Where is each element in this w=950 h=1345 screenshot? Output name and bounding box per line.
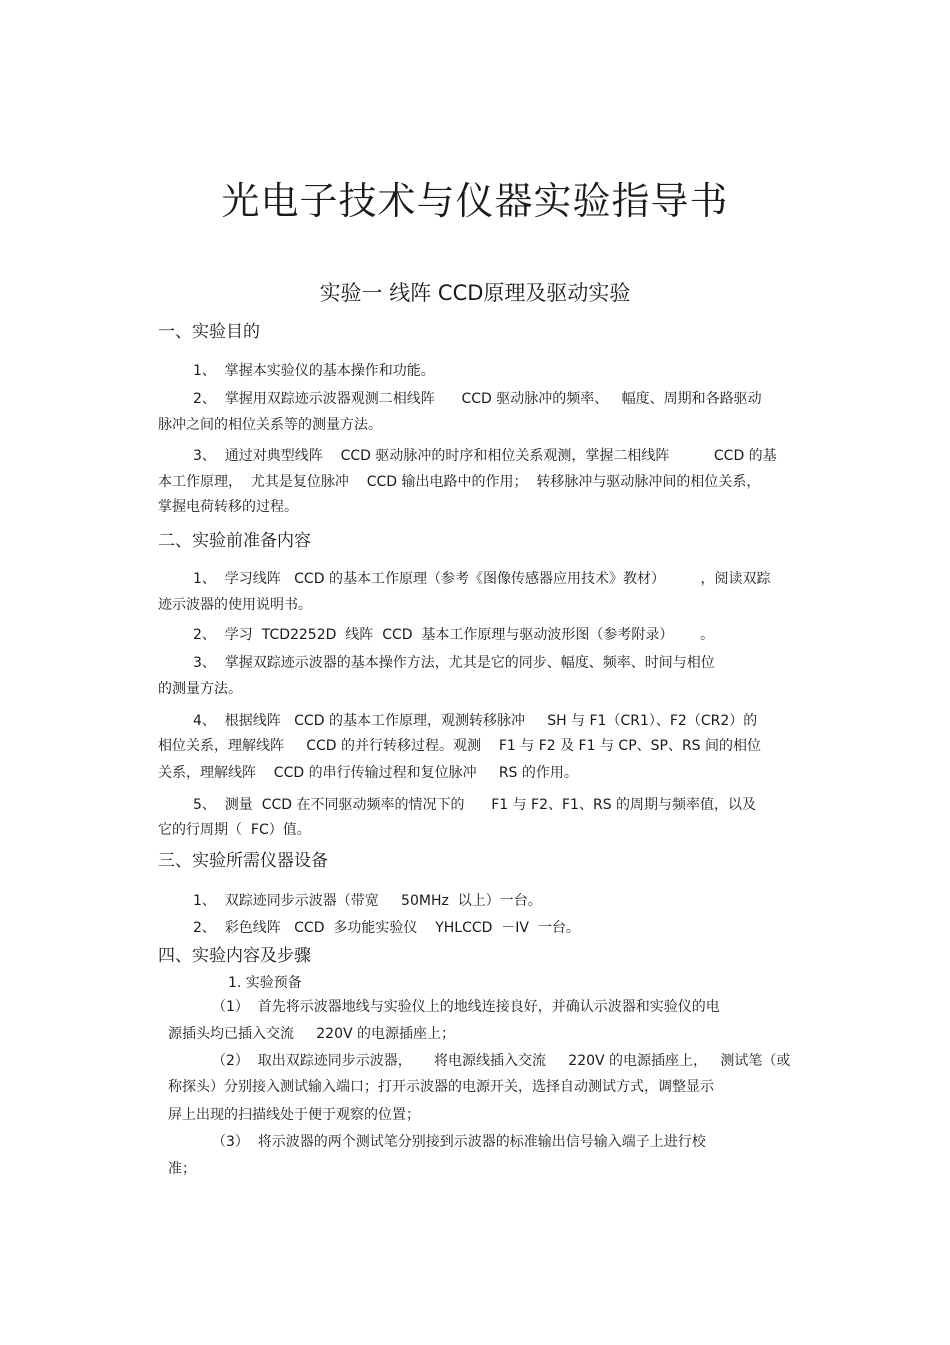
objective-item: 3、 通过对典型线阵 CCD 驱动脉冲的时序和相位关系观测，掌握二相线阵 CCD 的基 (193, 448, 777, 464)
objective-item-continued: 掌握电荷转移的过程。 (158, 499, 298, 515)
procedure-step: （1） 首先将示波器地线与实验仪上的地线连接良好，并确认示波器和实验仪的电 (212, 999, 720, 1015)
objective-item-continued: 本工作原理， 尤其是复位脉冲 CCD 输出电路中的作用； 转移脉冲与驱动脉冲间的相位关系， (158, 474, 761, 490)
preparation-item-continued: 的测量方法。 (158, 681, 242, 697)
preparation-item: 2、 学习 TCD2252D 线阵 CCD 基本工作原理与驱动波形图（参考附录） 。 (193, 627, 715, 643)
procedure-step-continued: 源插头均已插入交流 220V 的电源插座上； (168, 1026, 455, 1042)
objective-item: 1、 掌握本实验仪的基本操作和功能。 (193, 363, 435, 379)
section-heading-equipment: 三、实验所需仪器设备 (158, 851, 328, 871)
document-title: 光电子技术与仪器实验指导书 (221, 179, 729, 223)
preparation-item-continued: 迹示波器的使用说明书。 (158, 597, 312, 613)
procedure-step-continued: 称探头）分别接入测试输入端口；打开示波器的电源开关，选择自动测试方式，调整显示 (168, 1079, 714, 1095)
preparation-item-continued: 关系，理解线阵 CCD 的串行传输过程和复位脉冲 RS 的作用。 (158, 765, 578, 781)
procedure-step: （3） 将示波器的两个测试笔分别接到示波器的标准输出信号输入端子上进行校 (212, 1134, 706, 1150)
section-heading-objectives: 一、实验目的 (158, 322, 260, 342)
objective-item: 2、 掌握用双踪迹示波器观测二相线阵 CCD 驱动脉冲的频率、 幅度、周期和各路驱动 (193, 391, 762, 407)
procedure-step-continued: 屏上出现的扫描线处于便于观察的位置； (168, 1107, 420, 1123)
experiment-title: 实验一 线阵 CCD原理及驱动实验 (319, 281, 631, 305)
section-heading-procedure: 四、实验内容及步骤 (158, 946, 311, 966)
preparation-item: 4、 根据线阵 CCD 的基本工作原理，观测转移脉冲 SH 与 F1（CR1）、F2（CR2）的 (193, 713, 758, 729)
objective-item-continued: 脉冲之间的相位关系等的测量方法。 (158, 417, 382, 433)
preparation-item-continued: 相位关系，理解线阵 CCD 的并行转移过程。观测 F1 与 F2 及 F1 与 CP、SP、RS 间的相位 (158, 738, 762, 754)
equipment-item: 1、 双踪迹同步示波器（带宽 50MHz 以上）一台。 (193, 893, 542, 909)
preparation-item: 1、 学习线阵 CCD 的基本工作原理（参考《图像传感器应用技术》教材） ，阅读双踪 (193, 571, 771, 587)
equipment-item: 2、 彩色线阵 CCD 多功能实验仪 YHLCCD －IV 一台。 (193, 920, 580, 936)
section-heading-preparation: 二、实验前准备内容 (158, 531, 311, 551)
preparation-item: 3、 掌握双踪迹示波器的基本操作方法，尤其是它的同步、幅度、频率、时间与相位 (193, 655, 715, 671)
procedure-subheading: 1. 实验预备 (228, 975, 302, 991)
preparation-item-continued: 它的行周期（ FC）值。 (158, 822, 311, 838)
preparation-item: 5、 测量 CCD 在不同驱动频率的情况下的 F1 与 F2、F1、RS 的周期与频率值，以及 (193, 797, 757, 813)
procedure-step-continued: 准； (168, 1161, 196, 1177)
procedure-step: （2） 取出双踪迹同步示波器， 将电源线插入交流 220V 的电源插座上， 测试笔（或 (212, 1053, 791, 1069)
